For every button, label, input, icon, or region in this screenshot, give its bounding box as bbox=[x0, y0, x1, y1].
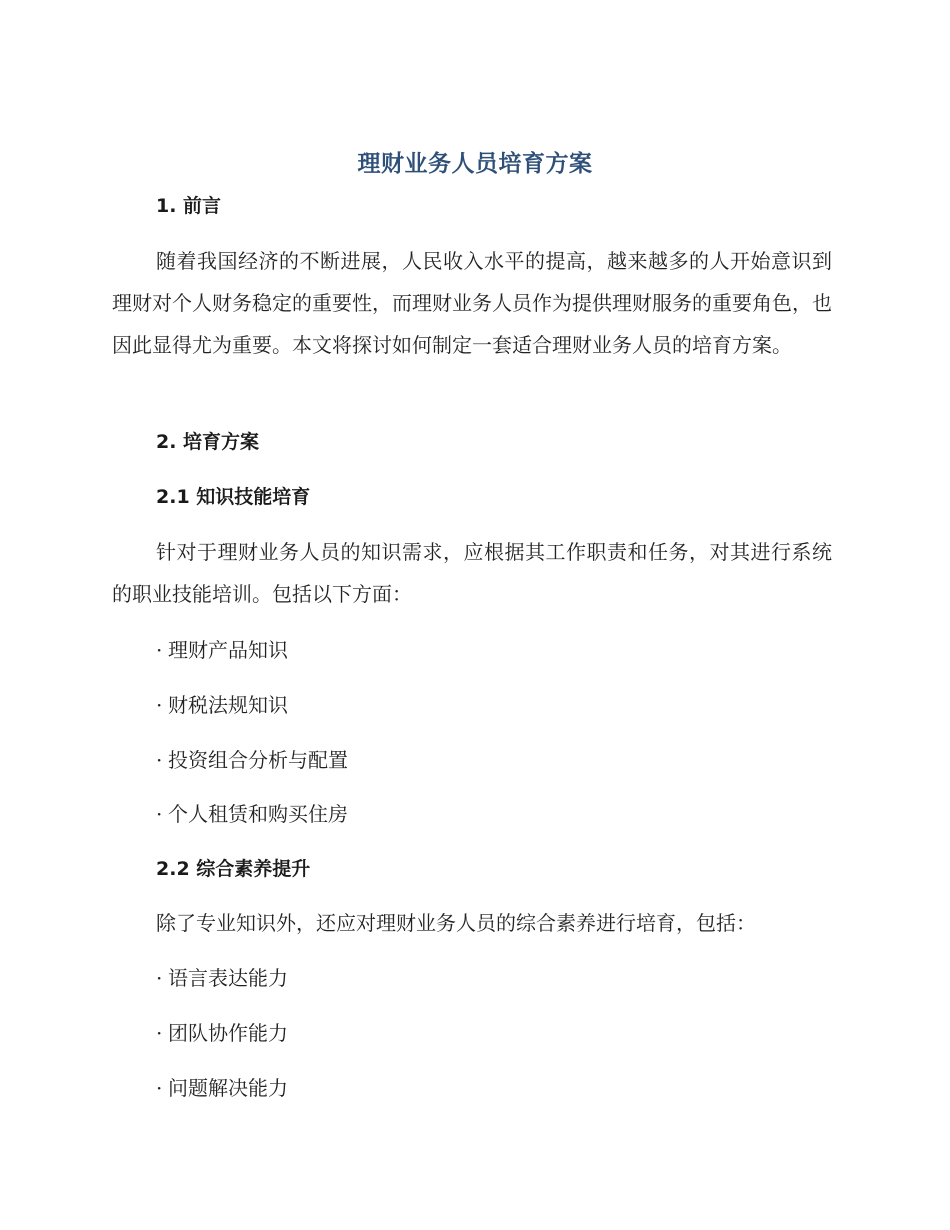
bullet-icon: · bbox=[156, 693, 163, 717]
list-item bbox=[156, 691, 288, 719]
comprehensive-quality-intro: 除了专业知识外，还应对理财业务人员的综合素养进行培育，包括： bbox=[156, 911, 756, 935]
list-item-label: 理财产品知识 bbox=[168, 638, 288, 662]
list-item-label: 问题解决能力 bbox=[168, 1076, 288, 1100]
subsection-heading-knowledge-skills: 2.1 知识技能培育 bbox=[156, 486, 311, 508]
list-item bbox=[156, 800, 348, 828]
list-item bbox=[156, 1019, 288, 1047]
list-item-label: 个人租赁和购买住房 bbox=[168, 802, 348, 826]
document-title: 理财业务人员培育方案 bbox=[357, 151, 593, 177]
bullet-icon: · bbox=[156, 748, 163, 772]
bullet-icon: · bbox=[156, 1076, 163, 1100]
list-item-label: 团队协作能力 bbox=[168, 1021, 288, 1045]
knowledge-skills-paragraph: 针对于理财业务人员的知识需求，应根据其工作职责和任务，对其进行系统的职业技能培训。包括以下方面： bbox=[112, 540, 832, 606]
section-heading-training-plan: 2. 培育方案 bbox=[156, 431, 260, 453]
section-heading-preface: 1. 前言 bbox=[156, 195, 222, 217]
preface-paragraph: 随着我国经济的不断进展，人民收入水平的提高，越来越多的人开始意识到理财对个人财务稳定的重要性，而理财业务人员作为提供理财服务的重要角色，也因此显得尤为重要。本文将探讨如何制定一套适合理财业务人员的培育方案。 bbox=[112, 249, 832, 357]
list-item-label: 语言表达能力 bbox=[168, 966, 288, 990]
subsection-heading-comprehensive-quality: 2.2 综合素养提升 bbox=[156, 858, 311, 880]
bullet-icon: · bbox=[156, 638, 163, 662]
bullet-icon: · bbox=[156, 1021, 163, 1045]
list-item-label: 财税法规知识 bbox=[168, 693, 288, 717]
list-item bbox=[156, 636, 288, 664]
list-item bbox=[156, 746, 348, 774]
list-item-label: 投资组合分析与配置 bbox=[168, 748, 348, 772]
bullet-icon: · bbox=[156, 802, 163, 826]
bullet-icon: · bbox=[156, 966, 163, 990]
list-item bbox=[156, 1074, 288, 1102]
list-item bbox=[156, 964, 288, 992]
